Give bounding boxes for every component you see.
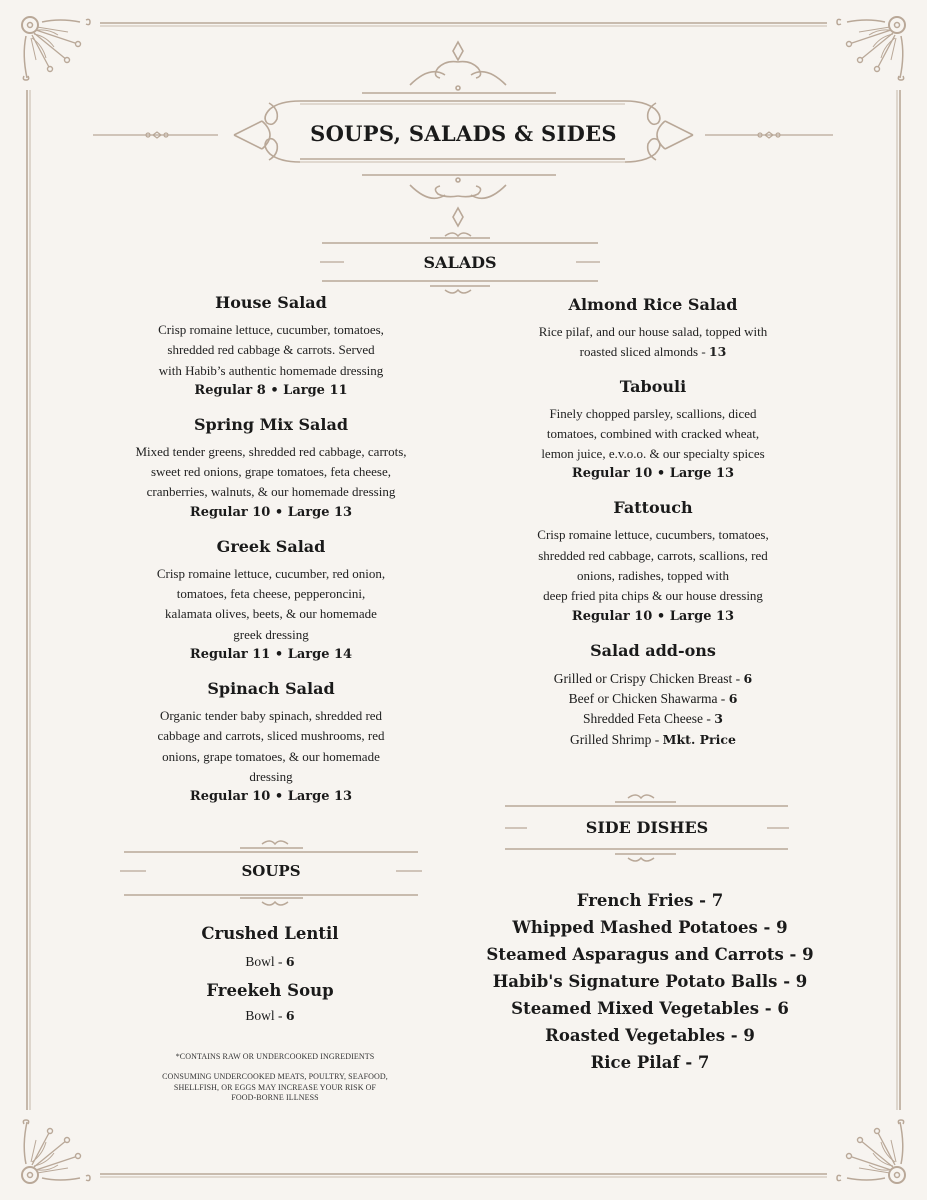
addon-item <box>487 730 819 750</box>
addon-price: 6 <box>743 670 753 686</box>
desc-line: with Habib’s authentic homemade dressing <box>158 362 384 378</box>
warning-line: CONSUMING UNDERCOOKED MEATS, POULTRY, SEAFOOD, <box>162 1072 388 1082</box>
item-price <box>120 952 420 972</box>
desc-line: cranberries, walnuts, & our homemade dressing <box>146 484 396 500</box>
page-title: SOUPS, SALADS & SIDES <box>310 121 617 146</box>
item-price: Regular 10 • Large 13 <box>189 504 353 520</box>
soup-price: 6 <box>285 954 295 969</box>
side-dish-item: Roasted Vegetables - 9 <box>545 1026 755 1045</box>
item-price: Regular 8 • Large 11 <box>194 382 348 398</box>
soup-size: Bowl - <box>245 954 286 969</box>
item-price: Regular 10 • Large 13 <box>189 789 353 805</box>
desc-line: deep fried pita chips & our house dressing <box>543 588 763 604</box>
side-dish-item: French Fries - 7 <box>576 891 724 910</box>
section-title-salads: SALADS <box>423 253 497 272</box>
menu-item-greek-salad <box>95 537 447 665</box>
item-name: House Salad <box>215 293 327 312</box>
item-description <box>487 322 819 363</box>
item-description <box>95 442 447 503</box>
desc-line: onions, grape tomatoes, & our homemade <box>162 748 380 764</box>
item-price: 13 <box>708 344 727 360</box>
desc-line: greek dressing <box>233 626 309 642</box>
desc-line: Crisp romaine lettuce, cucumbers, tomatoes, <box>537 527 769 543</box>
addon-item <box>487 689 819 709</box>
desc-line: dressing <box>249 768 293 784</box>
item-name: Tabouli <box>619 376 687 396</box>
addons-title: Salad add-ons <box>590 640 716 660</box>
menu-item-freekeh-soup <box>120 981 420 1026</box>
menu-item-tabouli <box>487 377 819 485</box>
desc-line: Organic tender baby spinach, shredded red <box>159 707 383 723</box>
desc-line: Finely chopped parsley, scallions, diced <box>549 405 757 421</box>
item-description <box>95 320 447 381</box>
addon-item <box>487 669 819 689</box>
desc-line: Crisp romaine lettuce, cucumber, red onion, <box>156 565 386 581</box>
soup-price: 6 <box>285 1008 295 1023</box>
item-price: Regular 10 • Large 13 <box>571 466 735 482</box>
desc-text: roasted sliced almonds - <box>579 344 709 360</box>
desc-line: Crisp romaine lettuce, cucumber, tomatoes, <box>158 322 384 337</box>
section-title-soups: SOUPS <box>241 862 301 880</box>
addon-price: Mkt. Price <box>662 731 736 747</box>
side-dish-item: Habib's Signature Potato Balls - 9 <box>492 972 808 991</box>
desc-line: onions, radishes, topped with <box>576 568 729 584</box>
addon-item <box>487 709 819 729</box>
menu-item-fattouch <box>487 498 819 626</box>
addon-label: Shredded Feta Cheese - <box>583 711 715 727</box>
desc-line: cabbage and carrots, sliced mushrooms, red <box>157 728 385 744</box>
desc-line <box>487 342 819 362</box>
menu-item-house-salad <box>95 293 447 401</box>
menu-item-almond-rice-salad <box>487 295 819 363</box>
item-price <box>120 1006 420 1026</box>
desc-line: shredded red cabbage, carrots, scallions, red <box>538 547 768 563</box>
soups-list <box>120 924 420 1026</box>
menu-item-spring-mix-salad <box>95 415 447 523</box>
addon-label: Grilled Shrimp - <box>570 731 663 747</box>
menu-item-crushed-lentil <box>120 924 420 972</box>
item-description <box>487 525 819 606</box>
desc-line: tomatoes, feta cheese, pepperoncini, <box>176 586 366 602</box>
item-name: Greek Salad <box>216 536 326 556</box>
side-dish-item: Steamed Mixed Vegetables - 6 <box>511 999 789 1018</box>
addon-label: Beef or Chicken Shawarma - <box>568 690 729 706</box>
menu-item-spinach-salad <box>95 679 447 807</box>
food-safety-warning <box>140 1072 410 1103</box>
salad-addons <box>487 641 819 750</box>
item-price: Regular 10 • Large 13 <box>571 608 735 624</box>
addons-list <box>487 669 819 750</box>
side-dish-item: Steamed Asparagus and Carrots - 9 <box>486 945 814 964</box>
addon-price: 3 <box>714 711 723 727</box>
desc-line: lemon juice, e.v.o.o. & our specialty spices <box>541 446 765 462</box>
item-name: Freekeh Soup <box>206 981 334 1000</box>
side-dishes-list <box>480 887 820 1076</box>
item-description <box>487 404 819 465</box>
warning-line: FOOD-BORNE ILLNESS <box>231 1092 319 1102</box>
item-price: Regular 11 • Large 14 <box>189 646 353 662</box>
desc-line: sweet red onions, grape tomatoes, feta cheese, <box>150 464 392 480</box>
desc-line: tomatoes, combined with cracked wheat, <box>546 425 760 441</box>
item-name: Fattouch <box>613 498 693 518</box>
side-dish-item: Rice Pilaf - 7 <box>590 1053 710 1072</box>
item-description <box>95 564 447 645</box>
salads-left-column <box>95 293 447 807</box>
side-dish-item: Whipped Mashed Potatoes - 9 <box>512 918 788 937</box>
section-title-side-dishes: SIDE DISHES <box>585 818 709 837</box>
item-name: Almond Rice Salad <box>568 295 738 314</box>
disclaimer <box>140 1052 410 1103</box>
item-name: Spinach Salad <box>207 678 335 698</box>
desc-line: shredded red cabbage & carrots. Served <box>167 342 375 358</box>
item-name: Spring Mix Salad <box>193 414 349 434</box>
warning-line: SHELLFISH, OR EGGS MAY INCREASE YOUR RISK OF <box>173 1082 377 1092</box>
addon-label: Grilled or Crispy Chicken Breast - <box>553 670 744 686</box>
desc-line: kalamata olives, beets, & our homemade <box>165 606 377 622</box>
salads-right-column <box>487 295 819 750</box>
item-name: Crushed Lentil <box>201 924 339 943</box>
desc-line: Rice pilaf, and our house salad, topped with <box>538 324 768 339</box>
raw-ingredients-note: *CONTAINS RAW OR UNDERCOOKED INGREDIENTS <box>175 1052 375 1061</box>
soup-size: Bowl - <box>245 1008 286 1023</box>
desc-line: Mixed tender greens, shredded red cabbage, carrots, <box>135 443 407 459</box>
addon-price: 6 <box>728 690 738 706</box>
item-description <box>95 706 447 787</box>
